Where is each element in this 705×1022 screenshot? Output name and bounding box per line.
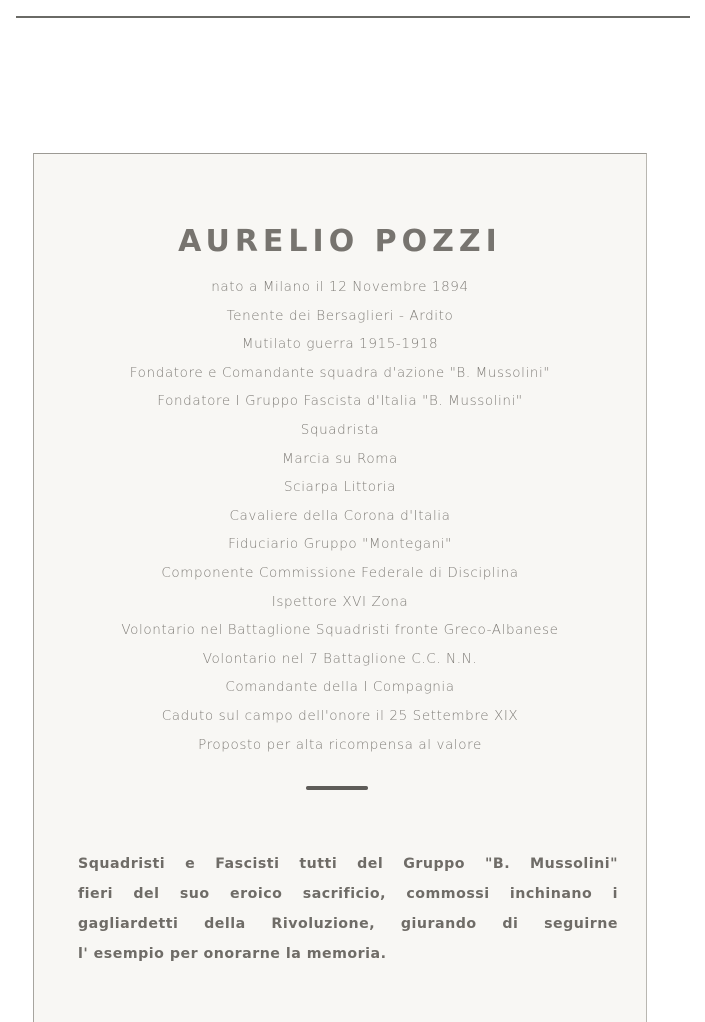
bio-line: Marcia su Roma [282,450,398,467]
dedication-line: fieri del suo eroico sacrificio, commossi inchinano i [78,886,618,902]
bio-line: Mutilato guerra 1915-1918 [241,336,439,353]
bio-line: Sciarpa Littoria [284,479,396,496]
memorial-card [33,153,647,1022]
bio-line: Squadrista [300,421,380,438]
bio-line: Proposto per alta ricompensa al valore [198,736,482,753]
dedication-paragraph [78,849,618,969]
bio-line: Ispettore XVI Zona [271,593,409,610]
dedication-line: Squadristi e Fascisti tutti del Gruppo "B. Mussolini" [78,856,618,872]
bio-line: Volontario nel Battaglione Squadristi fronte Greco-Albanese [121,622,559,639]
bio-line: nato a Milano il 12 Novembre 1894 [211,279,469,295]
bio-line: Fondatore I Gruppo Fascista d'Italia "B. Mussolini" [157,393,523,410]
bio-line: Componente Commissione Federale di Disciplina [161,564,519,581]
bio-line: Caduto sul campo dell'onore il 25 Settembre XIX [161,707,519,724]
bio-line: Comandante della I Compagnia [225,679,455,696]
memorial-name: AURELIO POZZI [178,224,502,259]
bio-line: Cavaliere della Corona d'Italia [229,507,451,524]
ornamental-divider [306,786,368,790]
bio-line: Volontario nel 7 Battaglione C.C. N.N. [202,650,478,667]
dedication-line: l' esempio per onorarne la memoria. [78,946,387,962]
biography-list [34,273,646,759]
bio-line: Fiduciario Gruppo "Montegani" [228,536,452,553]
top-rule [16,16,690,18]
bio-line: Tenente dei Bersaglieri - Ardito [226,307,454,324]
bio-line: Fondatore e Comandante squadra d'azione "B. Mussolini" [129,364,551,381]
dedication-line: gagliardetti della Rivoluzione, giurando di seguirne [78,916,618,932]
